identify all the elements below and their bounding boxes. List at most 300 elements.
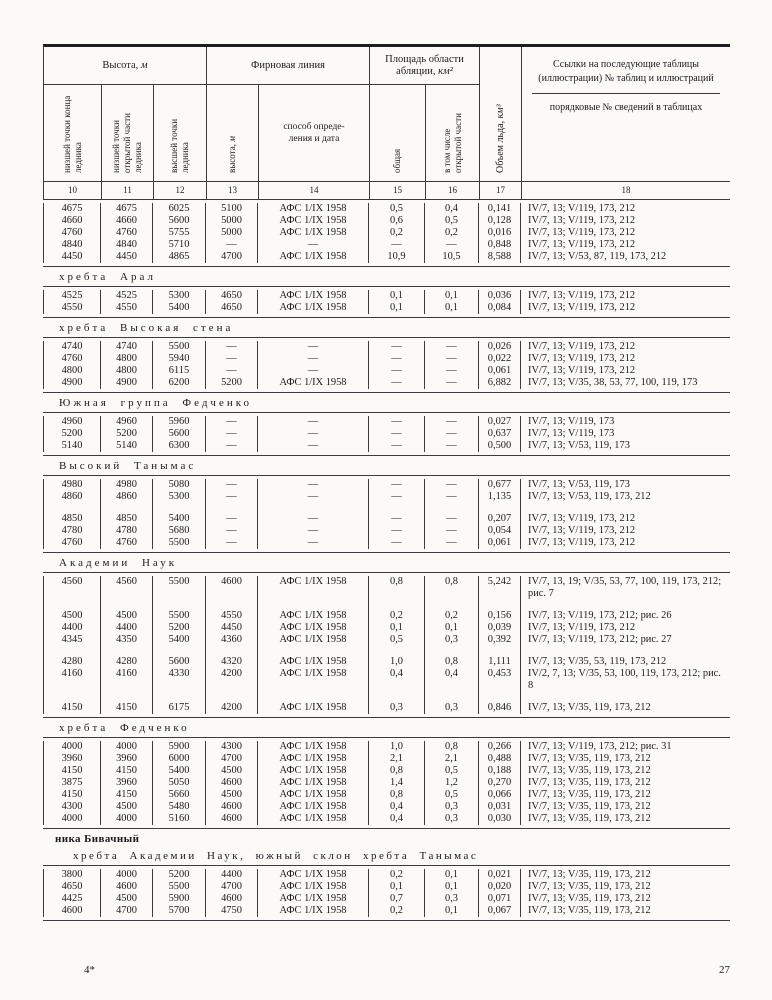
cell-col13: 4600 [206, 893, 258, 905]
spacer-cell [258, 646, 369, 656]
cell-col12: 6115 [153, 365, 206, 377]
cell-col12: 5200 [153, 622, 206, 634]
section-title: ника Бивачный [55, 833, 140, 845]
cell-col16: 0,5 [425, 215, 479, 227]
cell-col12: 5160 [153, 813, 206, 825]
cell-col12: 5400 [153, 513, 206, 525]
cell-col10: 4760 [43, 353, 101, 365]
cell-col18: IV/7, 13; V/53, 119, 173 [528, 440, 630, 451]
cell-col12: 5940 [153, 353, 206, 365]
cell-col11: 4980 [101, 479, 153, 491]
cell-col12: 5300 [153, 290, 206, 302]
cell-col13: 4700 [206, 251, 258, 263]
cell-col18: IV/7, 13; V/119, 173, 212; рис. 31 [528, 741, 672, 752]
spacer-cell [101, 503, 153, 513]
cell-col10: 3960 [43, 753, 101, 765]
cell-col12: 5900 [153, 741, 206, 753]
cell-col18: IV/7, 13; V/35, 53, 119, 173, 212 [528, 656, 667, 667]
cell-col14: АФС 1/IX 1958 [258, 801, 369, 813]
cell-col15: 0,4 [369, 668, 425, 692]
cell-col10: 4450 [43, 251, 101, 263]
cell-col14: АФС 1/IX 1958 [258, 251, 369, 263]
cell-col15: 0,1 [369, 881, 425, 893]
cell-col18: IV/7, 13; V/119, 173, 212 [528, 622, 636, 633]
cell-col18: IV/7, 13, 19; V/35, 53, 77, 100, 119, 173, 212; рис. 7 [528, 576, 722, 599]
cell-col18: IV/7, 13; V/35, 119, 173, 212 [528, 869, 651, 880]
cell-col14: АФС 1/IX 1958 [258, 702, 369, 714]
cell-col18: IV/7, 13; V/119, 173, 212 [528, 302, 636, 313]
cell-col18: IV/7, 13; V/35, 119, 173, 212 [528, 905, 651, 916]
cell-col18: IV/7, 13; V/119, 173, 212 [528, 525, 636, 536]
cell-col14: АФС 1/IX 1958 [258, 656, 369, 668]
cell-col15: 0,1 [369, 302, 425, 314]
cell-col17: 0,054 [479, 525, 521, 537]
cell-col12: 5960 [153, 416, 206, 428]
spacer-cell [521, 503, 729, 513]
table-row [43, 525, 730, 537]
spacer-cell [521, 646, 729, 656]
header-col13 [207, 85, 259, 181]
cell-col15: 0,2 [369, 869, 425, 881]
cell-col16: 0,3 [425, 702, 479, 714]
cell-col13: 4200 [206, 702, 258, 714]
header-col14 [259, 85, 370, 181]
cell-col10: 4150 [43, 765, 101, 777]
cell-col17: 1,135 [479, 491, 521, 503]
cell-col14: — [258, 537, 369, 549]
spacer-cell [425, 692, 479, 702]
table-row [43, 576, 730, 600]
cell-col14: — [258, 353, 369, 365]
cell-col11: 4150 [101, 789, 153, 801]
cell-col12: 4865 [153, 251, 206, 263]
cell-col10: 4280 [43, 656, 101, 668]
cell-col18: IV/7, 13; V/119, 173, 212 [528, 341, 636, 352]
column-number-row [44, 181, 730, 199]
cell-col15: — [369, 239, 425, 251]
table-row [43, 789, 730, 801]
cell-col16: — [425, 377, 479, 389]
col14-line1: способ опреде- [283, 122, 345, 132]
cell-col15: 0,2 [369, 905, 425, 917]
spacer-cell [479, 600, 521, 610]
cell-col14: АФС 1/IX 1958 [258, 576, 369, 600]
cell-col13: 4320 [206, 656, 258, 668]
section-title: хребта Федченко [59, 722, 190, 734]
spacer-cell [206, 646, 258, 656]
cell-col13: 4650 [206, 302, 258, 314]
table-row [43, 610, 730, 622]
cell-col18: IV/7, 13; V/119, 173, 212 [528, 290, 636, 301]
cell-col17: 0,392 [479, 634, 521, 646]
cell-col18: IV/2, 7, 13; V/35, 53, 100, 119, 173, 212; рис. 8 [528, 668, 721, 691]
header-col16-label: в том числе открытой части [441, 113, 463, 173]
cell-col18: IV/7, 13; V/119, 173, 212 [528, 513, 636, 524]
cell-col11: 4160 [101, 668, 153, 692]
spacer-cell [425, 600, 479, 610]
cell-col13: 4300 [206, 741, 258, 753]
col-number-15: 15 [370, 182, 426, 199]
section-title: Академии Наук [59, 557, 178, 569]
table-row [43, 753, 730, 765]
cell-col18: IV/7, 13; V/35, 38, 53, 77, 100, 119, 173 [528, 377, 698, 388]
cell-col15: 0,6 [369, 215, 425, 227]
cell-col12: 5050 [153, 777, 206, 789]
cell-col10: 3875 [43, 777, 101, 789]
header-references-column [522, 47, 730, 181]
col13-unit: м [227, 136, 237, 142]
cell-col11: 4400 [101, 622, 153, 634]
cell-col17: 1,111 [479, 656, 521, 668]
cell-col12: 5755 [153, 227, 206, 239]
cell-col11: 4150 [101, 702, 153, 714]
cell-col10: 4650 [43, 881, 101, 893]
cell-col14: — [258, 513, 369, 525]
cell-col16: 0,5 [425, 789, 479, 801]
table-row [43, 491, 730, 503]
cell-col18: IV/7, 13; V/35, 119, 173, 212 [528, 702, 651, 713]
cell-col13: 4700 [206, 881, 258, 893]
table-row [43, 251, 730, 263]
table-row [43, 290, 730, 302]
header-ablation-unit: км² [438, 65, 453, 77]
cell-col10: 5140 [43, 440, 101, 452]
spacer-cell [258, 600, 369, 610]
spacer-cell [206, 503, 258, 513]
cell-col15: 0,3 [369, 702, 425, 714]
cell-col15: 0,1 [369, 290, 425, 302]
section-title: хребта Арал [59, 271, 156, 283]
cell-col11: 4840 [101, 239, 153, 251]
header-col12-label: высшей точки ледника [169, 118, 190, 173]
cell-col15: — [369, 341, 425, 353]
cell-col18: IV/7, 13; V/119, 173, 212; рис. 26 [528, 610, 672, 621]
cell-col11: 4560 [101, 576, 153, 600]
table-row [43, 440, 730, 452]
cell-col17: 0,026 [479, 341, 521, 353]
cell-col15: — [369, 440, 425, 452]
cell-col15: 1,4 [369, 777, 425, 789]
cell-col14: АФС 1/IX 1958 [258, 203, 369, 215]
cell-col12: 5400 [153, 634, 206, 646]
cell-col14: АФС 1/IX 1958 [258, 634, 369, 646]
cell-col13: 4450 [206, 622, 258, 634]
cell-col14: — [258, 365, 369, 377]
cell-col12: 5600 [153, 656, 206, 668]
cell-col13: — [206, 428, 258, 440]
cell-col11: 4500 [101, 610, 153, 622]
cell-col11: 4150 [101, 765, 153, 777]
cell-col13: — [206, 491, 258, 503]
spacer-cell [43, 692, 101, 702]
cell-col17: 0,188 [479, 765, 521, 777]
spacer-cell [479, 646, 521, 656]
table-row [43, 668, 730, 692]
cell-col10: 4840 [43, 239, 101, 251]
table-row [43, 215, 730, 227]
cell-col10: 4860 [43, 491, 101, 503]
cell-col11: 4760 [101, 537, 153, 549]
cell-col12: 5500 [153, 610, 206, 622]
cell-col13: 4360 [206, 634, 258, 646]
cell-col12: 6000 [153, 753, 206, 765]
table-row [43, 365, 730, 377]
cell-col16: 0,1 [425, 302, 479, 314]
cell-col14: — [258, 341, 369, 353]
cell-col17: 0,039 [479, 622, 521, 634]
header-height-label: Высота, [102, 59, 139, 71]
cell-col16: — [425, 341, 479, 353]
cell-col18: IV/7, 13; V/119, 173, 212 [528, 537, 636, 548]
cell-col10: 4000 [43, 813, 101, 825]
cell-col15: 1,0 [369, 656, 425, 668]
cell-col10: 4425 [43, 893, 101, 905]
header-col13-label [227, 93, 238, 173]
cell-col18: IV/7, 13; V/35, 119, 173, 212 [528, 765, 651, 776]
spacer-cell [206, 600, 258, 610]
cell-col16: 0,5 [425, 765, 479, 777]
cell-col11: 4700 [101, 905, 153, 917]
cell-col18: IV/7, 13; V/119, 173, 212 [528, 203, 636, 214]
cell-col17: 0,637 [479, 428, 521, 440]
cell-col12: 5500 [153, 576, 206, 600]
header-col15-label: общая [392, 148, 402, 173]
spacer-cell [43, 646, 101, 656]
cell-col11: 4780 [101, 525, 153, 537]
cell-col16: 10,5 [425, 251, 479, 263]
table-block [43, 737, 730, 829]
cell-col13: 5000 [206, 227, 258, 239]
cell-col18: IV/7, 13; V/119, 173 [528, 428, 615, 439]
cell-col13: 4400 [206, 869, 258, 881]
cell-col12: 5710 [153, 239, 206, 251]
section-title: Южная группа Федченко [59, 397, 253, 409]
cell-col16: 0,1 [425, 881, 479, 893]
cell-col15: 0,5 [369, 634, 425, 646]
references-header-top: Ссылки на последующие таблицы (иллюстрации) № таблиц и иллюстраций [538, 59, 714, 84]
table-row [43, 416, 730, 428]
page-number: 27 [719, 964, 730, 976]
table-row [43, 353, 730, 365]
page-footer [42, 964, 730, 976]
spacer-cell [153, 503, 206, 513]
table-row [43, 227, 730, 239]
cell-col15: — [369, 479, 425, 491]
table-row [43, 203, 730, 215]
glacier-catalog-table [43, 44, 730, 921]
table-row [43, 377, 730, 389]
section-title: хребта Академии Наук, южный склон хребта Танымас [73, 850, 479, 862]
cell-col17: 0,500 [479, 440, 521, 452]
references-header-divider [532, 93, 720, 94]
cell-col18: IV/7, 13; V/53, 87, 119, 173, 212 [528, 251, 667, 262]
cell-col12: 4330 [153, 668, 206, 692]
section-title: хребта Высокая стена [59, 322, 234, 334]
cell-col14: АФС 1/IX 1958 [258, 905, 369, 917]
col-number-17: 17 [480, 182, 522, 199]
cell-col17: 0,022 [479, 353, 521, 365]
cell-col10: 4160 [43, 668, 101, 692]
cell-col18: IV/7, 13; V/119, 173, 212 [528, 353, 636, 364]
cell-col11: 5140 [101, 440, 153, 452]
cell-col12: 6300 [153, 440, 206, 452]
cell-col17: 0,027 [479, 416, 521, 428]
cell-col12: 5400 [153, 302, 206, 314]
table-row [43, 428, 730, 440]
cell-col15: — [369, 353, 425, 365]
spacer-row [43, 503, 730, 513]
cell-col11: 4760 [101, 227, 153, 239]
cell-col10: 4980 [43, 479, 101, 491]
cell-col14: — [258, 239, 369, 251]
cell-col12: 6175 [153, 702, 206, 714]
references-header-bottom: порядковые № сведений в таблицах [549, 102, 703, 113]
cell-col15: 1,0 [369, 741, 425, 753]
cell-col10: 4600 [43, 905, 101, 917]
cell-col10: 4780 [43, 525, 101, 537]
cell-col10: 4525 [43, 290, 101, 302]
cell-col17: 5,242 [479, 576, 521, 600]
cell-col13: — [206, 239, 258, 251]
cell-col14: АФС 1/IX 1958 [258, 777, 369, 789]
cell-col13: 4650 [206, 290, 258, 302]
cell-col16: 0,1 [425, 869, 479, 881]
cell-col12: 5660 [153, 789, 206, 801]
cell-col14: АФС 1/IX 1958 [258, 741, 369, 753]
cell-col17: 0,067 [479, 905, 521, 917]
cell-col12: 5700 [153, 905, 206, 917]
cell-col18: IV/7, 13; V/119, 173 [528, 416, 615, 427]
cell-col14: АФС 1/IX 1958 [258, 668, 369, 692]
cell-col13: 4600 [206, 777, 258, 789]
col-number-14: 14 [259, 182, 370, 199]
cell-col15: 0,8 [369, 765, 425, 777]
cell-col17: 0,488 [479, 753, 521, 765]
cell-col16: 0,1 [425, 290, 479, 302]
cell-col17: 0,677 [479, 479, 521, 491]
cell-col12: 5900 [153, 893, 206, 905]
cell-col17: 0,846 [479, 702, 521, 714]
cell-col16: 0,8 [425, 656, 479, 668]
cell-col10: 4760 [43, 537, 101, 549]
cell-col13: 4600 [206, 813, 258, 825]
table-block [43, 200, 730, 267]
cell-col11: 4450 [101, 251, 153, 263]
spacer-cell [369, 646, 425, 656]
cell-col18: IV/7, 13; V/35, 119, 173, 212 [528, 777, 651, 788]
cell-col13: 4200 [206, 668, 258, 692]
spacer-cell [369, 600, 425, 610]
cell-col15: 0,7 [369, 893, 425, 905]
cell-col13: — [206, 513, 258, 525]
cell-col14: АФС 1/IX 1958 [258, 765, 369, 777]
cell-col17: 0,031 [479, 801, 521, 813]
header-col16 [426, 85, 480, 181]
cell-col13: 4500 [206, 765, 258, 777]
cell-col12: 5500 [153, 341, 206, 353]
table-row [43, 702, 730, 714]
cell-col15: 10,9 [369, 251, 425, 263]
table-block [43, 572, 730, 718]
cell-col15: 0,4 [369, 813, 425, 825]
spacer-cell [43, 600, 101, 610]
header-firn-group [207, 47, 370, 85]
header-volume-label [495, 55, 506, 173]
header-ablation-label: Площадь области абляции, [385, 53, 464, 77]
cell-col13: 4700 [206, 753, 258, 765]
table-row [43, 513, 730, 525]
header-height-unit: м [140, 59, 148, 71]
cell-col16: — [425, 513, 479, 525]
cell-col16: — [425, 537, 479, 549]
spacer-cell [101, 692, 153, 702]
cell-col11: 4860 [101, 491, 153, 503]
table-row [43, 765, 730, 777]
cell-col17: 0,061 [479, 537, 521, 549]
cell-col14: АФС 1/IX 1958 [258, 290, 369, 302]
spacer-cell [153, 692, 206, 702]
header-volume-column [480, 47, 522, 181]
cell-col12: 5680 [153, 525, 206, 537]
cell-col17: 0,020 [479, 881, 521, 893]
cell-col15: 0,8 [369, 576, 425, 600]
table-row [43, 777, 730, 789]
cell-col15: 0,1 [369, 622, 425, 634]
col-number-13: 13 [207, 182, 259, 199]
cell-col10: 4300 [43, 801, 101, 813]
cell-col14: — [258, 479, 369, 491]
cell-col12: 5080 [153, 479, 206, 491]
header-col12 [154, 85, 207, 181]
cell-col13: 5000 [206, 215, 258, 227]
cell-col11: 4500 [101, 893, 153, 905]
cell-col17: 0,848 [479, 239, 521, 251]
spacer-cell [43, 503, 101, 513]
cell-col13: — [206, 537, 258, 549]
cell-col12: 5480 [153, 801, 206, 813]
cell-col18: IV/7, 13; V/35, 119, 173, 212 [528, 881, 651, 892]
cell-col17: 0,061 [479, 365, 521, 377]
cell-col18: IV/7, 13; V/53, 119, 173, 212 [528, 491, 651, 502]
spacer-cell [425, 646, 479, 656]
cell-col11: 4000 [101, 869, 153, 881]
spacer-cell [369, 692, 425, 702]
table-row [43, 813, 730, 825]
spacer-cell [153, 646, 206, 656]
cell-col17: 6,882 [479, 377, 521, 389]
cell-col16: 0,2 [425, 610, 479, 622]
cell-col14: АФС 1/IX 1958 [258, 893, 369, 905]
spacer-cell [479, 503, 521, 513]
cell-col11: 4350 [101, 634, 153, 646]
header-col11-label: низшей точки открытой части ледника [111, 113, 143, 173]
cell-col17: 0,030 [479, 813, 521, 825]
cell-col17: 0,141 [479, 203, 521, 215]
table-row [43, 479, 730, 491]
header-ablation-group [370, 47, 480, 85]
table-row [43, 656, 730, 668]
table-row [43, 741, 730, 753]
cell-col16: — [425, 525, 479, 537]
spacer-cell [206, 692, 258, 702]
cell-col13: 5100 [206, 203, 258, 215]
cell-col12: 6025 [153, 203, 206, 215]
cell-col12: 5200 [153, 869, 206, 881]
cell-col17: 0,270 [479, 777, 521, 789]
cell-col18: IV/7, 13; V/119, 173, 212; рис. 27 [528, 634, 672, 645]
cell-col11: 4675 [101, 203, 153, 215]
cell-col14: — [258, 491, 369, 503]
